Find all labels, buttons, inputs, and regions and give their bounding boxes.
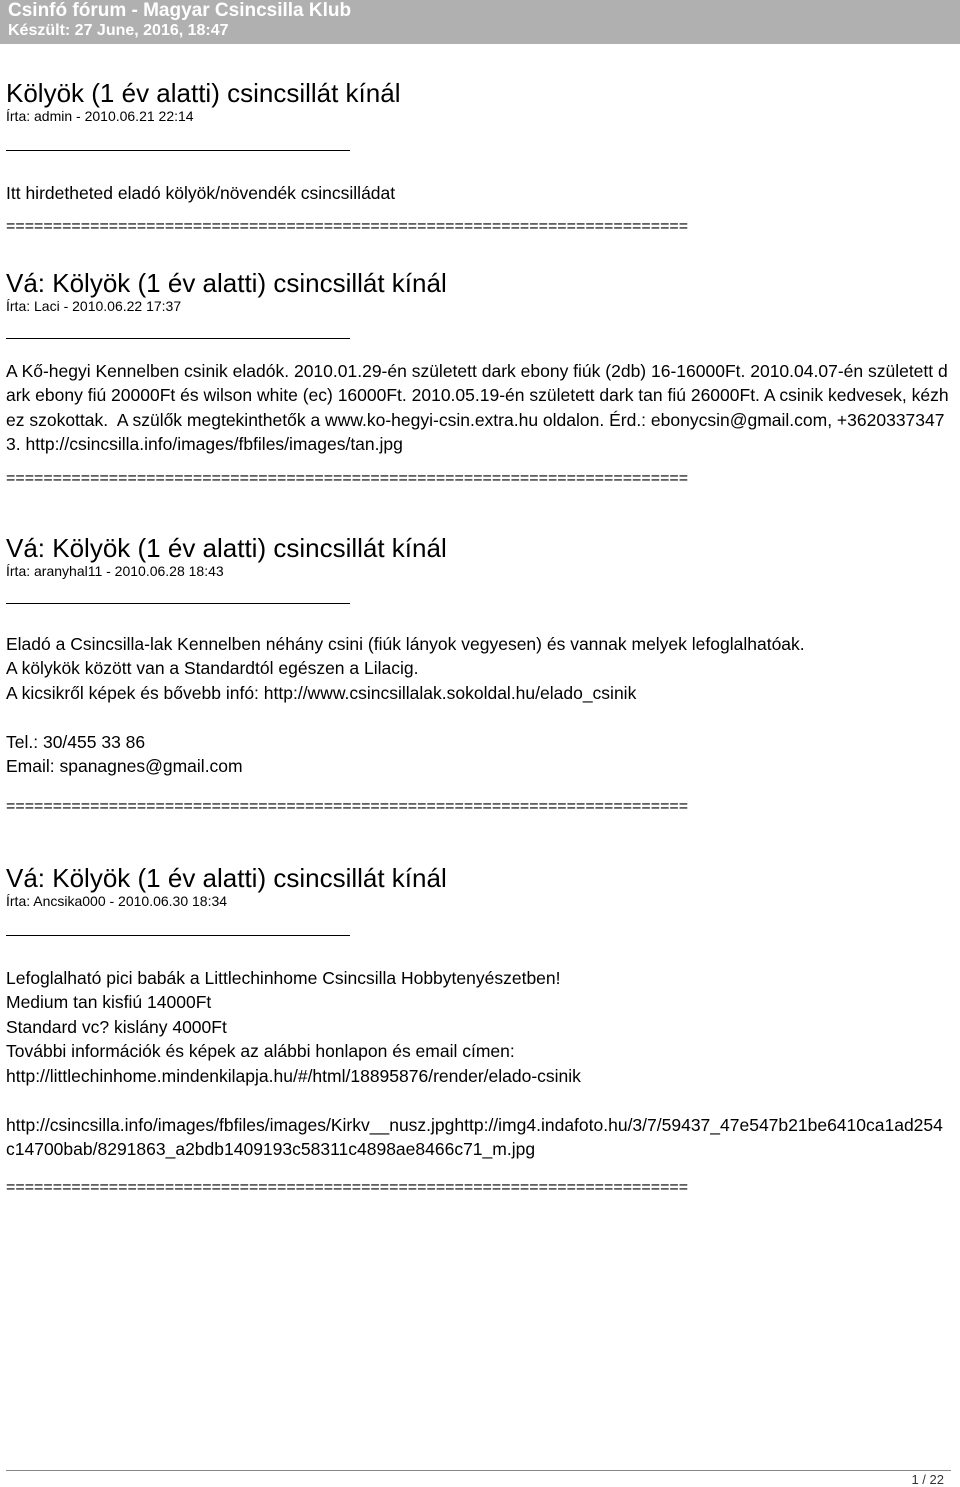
post <box>6 268 951 487</box>
footer-divider <box>6 1470 951 1471</box>
post-body: A Kő-hegyi Kennelben csinik eladók. 2010.01.29-én született dark ebony fiúk (2db) 16-16000Ft. 2010.04.07-én született dark ebony fiú 20000Ft és wilson white (ec) 16000Ft. 2010.05.19-én született dark tan fiú 26000Ft. A csinik kedvesek, kézhez szokottak. A szülők megtekinthetők a www.ko-hegyi-csin.extra.hu oldalon. Érd.: ebonycsin@gmail.com, +36203373473. http://csincsilla.info/images/fbfiles/images/tan.jpg <box>6 360 949 454</box>
post-meta: Írta: Laci - 2010.06.22 17:37 <box>6 297 182 314</box>
post-separator: ========================================================================= <box>6 470 689 487</box>
post-title: Kölyök (1 év alatti) csincsillát kínál <box>6 78 401 108</box>
created-timestamp: Készült: 27 June, 2016, 18:47 <box>8 22 229 39</box>
post-meta: Írta: Ancsika000 - 2010.06.30 18:34 <box>6 892 228 909</box>
post-meta: Írta: aranyhal11 - 2010.06.28 18:43 <box>6 562 224 579</box>
thread-content <box>6 78 951 1196</box>
post-title: Vá: Kölyök (1 év alatti) csincsillát kínál <box>6 862 447 893</box>
site-title: Csinfó fórum - Magyar Csincsilla Klub <box>8 0 352 21</box>
page-number: 1 / 22 <box>911 1472 944 1487</box>
post-separator: ========================================================================= <box>6 1179 689 1196</box>
post-body: Eladó a Csincsilla-lak Kennelben néhány csini (fiúk lányok vegyesen) és vannak melyek lefoglalhatóak. A kölykök között van a Standardtól egészen a Lilacig. A kicsikről képek és bővebb infó: http://www.csincsillalak.sokoldal.hu/elado_csinik Tel.: 30/455 33 86 Email: spanagnes@gmail.com <box>6 633 805 776</box>
post <box>6 533 951 815</box>
post <box>6 78 951 235</box>
header-bar <box>0 0 960 44</box>
post-separator: ========================================================================= <box>6 798 689 815</box>
post-body: Itt hirdetheted eladó kölyök/növendék csincsilládat <box>6 183 396 203</box>
post-separator: ========================================================================= <box>6 218 689 235</box>
post-title: Vá: Kölyök (1 év alatti) csincsillát kínál <box>6 532 447 563</box>
post <box>6 863 951 1196</box>
post-title: Vá: Kölyök (1 év alatti) csincsillát kínál <box>6 267 447 298</box>
post-body: Lefoglalható pici babák a Littlechinhome Csincsilla Hobbytenyészetben! Medium tan kisfiú 14000Ft Standard vc? kislány 4000Ft További információk és képek az alábbi honlapon és email címen: http://littlechinhome.mindenkilapja.hu/#/html/18895876/render/elado-csinik http://csincsilla.info/images/fbfiles/images/Kirkv__nusz.jpghttp://img4.indafoto.hu/3/7/59437_47e547b21be6410ca1ad254c14700bab/8291863_a2bdb1409193c58311c4898ae8466c71_m.jpg <box>6 967 943 1159</box>
post-meta: Írta: admin - 2010.06.21 22:14 <box>6 108 194 124</box>
